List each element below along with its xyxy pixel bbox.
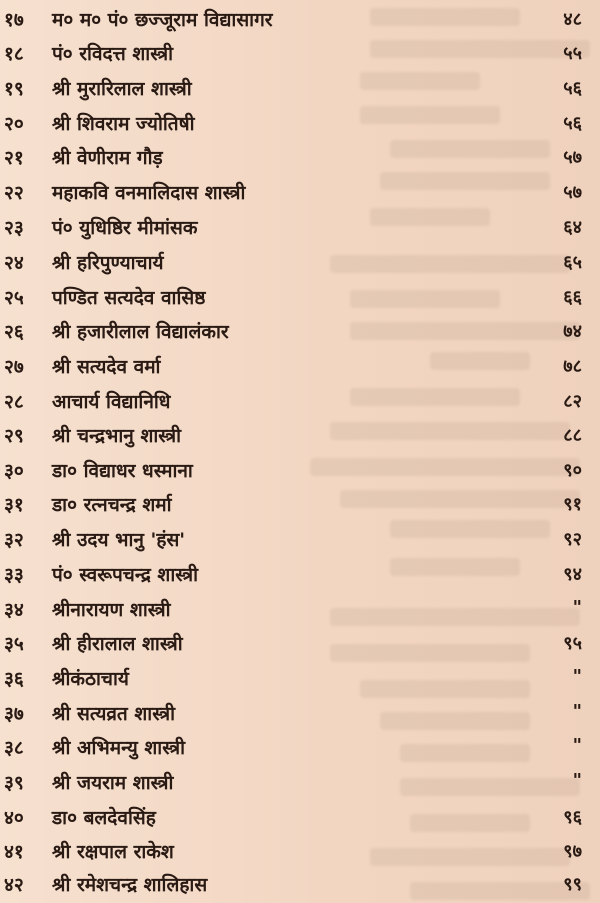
entry-name: श्री रक्षपाल राकेश <box>52 841 174 863</box>
toc-entry <box>0 522 600 556</box>
entry-page-number: ४८ <box>563 9 582 30</box>
toc-entry <box>0 106 600 140</box>
entry-name: आचार्य विद्यानिधि <box>52 391 171 413</box>
toc-entry <box>0 314 600 348</box>
entry-number: १७ <box>4 9 24 31</box>
entry-number: २४ <box>4 252 24 274</box>
entry-number: ३५ <box>4 633 24 655</box>
entry-page-number: ९६ <box>563 807 582 828</box>
entry-number: ४१ <box>4 841 24 863</box>
toc-entry <box>0 557 600 591</box>
toc-entry <box>0 36 600 70</box>
toc-entry <box>0 71 600 105</box>
entry-page-number: ९० <box>563 460 582 481</box>
entry-page-number: ५७ <box>563 147 582 168</box>
entry-number: ३० <box>4 460 24 482</box>
entry-number: २० <box>4 113 24 135</box>
entry-number: २९ <box>4 425 24 447</box>
entry-name: महाकवि वनमालिदास शास्त्री <box>52 182 246 204</box>
entry-page-number: " <box>572 770 582 791</box>
entry-name: श्री सत्यव्रत शास्त्री <box>52 703 176 725</box>
entry-page-number: ७८ <box>563 356 582 377</box>
entry-page-number: ९४ <box>563 564 582 585</box>
entry-name: श्री जयराम शास्त्री <box>52 772 174 794</box>
entry-number: ३६ <box>4 668 24 690</box>
toc-entry <box>0 661 600 695</box>
entry-number: १९ <box>4 78 24 100</box>
entry-page-number: ५५ <box>563 43 582 64</box>
entry-page-number: ९१ <box>563 494 582 515</box>
entry-page-number: ९५ <box>563 633 582 654</box>
entry-number: २१ <box>4 147 24 169</box>
entry-number: ४२ <box>4 874 24 896</box>
toc-entry <box>0 487 600 521</box>
toc-entry <box>0 453 600 487</box>
entry-name: पण्डित सत्यदेव वासिष्ठ <box>52 287 206 309</box>
toc-entry <box>0 280 600 314</box>
entry-name: श्री चन्द्रभानु शास्त्री <box>52 425 182 447</box>
entry-page-number: " <box>572 597 582 618</box>
entry-name: श्री सत्यदेव वर्मा <box>52 356 161 378</box>
entry-page-number: ५७ <box>563 182 582 203</box>
entry-number: ३२ <box>4 529 24 551</box>
toc-entry <box>0 140 600 174</box>
entry-page-number: ६५ <box>563 252 582 273</box>
toc-entry <box>0 349 600 383</box>
entry-page-number: ७४ <box>563 321 582 342</box>
entry-page-number: " <box>572 735 582 756</box>
entry-page-number: ५६ <box>563 113 582 134</box>
entry-number: ३९ <box>4 772 24 794</box>
toc-entry <box>0 834 600 868</box>
entry-name: श्रीनारायण शास्त्री <box>52 599 171 621</box>
entry-number: २५ <box>4 287 24 309</box>
toc-entry <box>0 800 600 834</box>
entry-name: श्री हजारीलाल विद्यालंकार <box>52 321 229 343</box>
entry-number: ३४ <box>4 599 24 621</box>
entry-number: २३ <box>4 217 24 239</box>
entry-name: श्री उदय भानु 'हंस' <box>52 529 186 551</box>
entry-name: श्री हरिपुण्याचार्य <box>52 252 164 274</box>
entry-number: २८ <box>4 391 24 413</box>
toc-entry <box>0 626 600 660</box>
entry-number: २६ <box>4 321 24 343</box>
entry-page-number: " <box>572 701 582 722</box>
toc-entry <box>0 592 600 626</box>
toc-entry <box>0 210 600 244</box>
entry-page-number: ९२ <box>563 529 582 550</box>
toc-entry <box>0 696 600 730</box>
entry-page-number: ५६ <box>563 78 582 99</box>
toc-entry <box>0 245 600 279</box>
entry-name: पं० रविदत्त शास्त्री <box>52 43 174 65</box>
entry-page-number: ८२ <box>563 391 582 412</box>
entry-page-number: ८८ <box>563 425 582 446</box>
toc-entry <box>0 2 600 36</box>
entry-name: पं० युधिष्ठिर मीमांसक <box>52 217 198 239</box>
entry-name: श्री शिवराम ज्योतिषी <box>52 113 195 135</box>
entry-number: २७ <box>4 356 24 378</box>
entry-name: श्रीकंठाचार्य <box>52 668 129 690</box>
entry-number: ४० <box>4 807 24 829</box>
entry-name: म० म० पं० छज्जूराम विद्यासागर <box>52 9 273 31</box>
entry-page-number: ६६ <box>563 287 582 308</box>
toc-entry <box>0 765 600 799</box>
entry-name: पं० स्वरूपचन्द्र शास्त्री <box>52 564 199 586</box>
entry-name: श्री अभिमन्यु शास्त्री <box>52 737 186 759</box>
entry-page-number: " <box>572 666 582 687</box>
entry-name: डा० रत्नचन्द्र शर्मा <box>52 494 172 516</box>
toc-entry <box>0 384 600 418</box>
entry-name: श्री रमेशचन्द्र शालिहास <box>52 874 208 896</box>
entry-number: ३८ <box>4 737 24 759</box>
entry-name: श्री मुरारिलाल शास्त्री <box>52 78 192 100</box>
toc-entry <box>0 418 600 452</box>
toc-entry <box>0 730 600 764</box>
entry-number: ३१ <box>4 494 24 516</box>
entry-number: २२ <box>4 182 24 204</box>
entry-name: श्री वेणीराम गौड़ <box>52 147 163 169</box>
entry-number: ३७ <box>4 703 24 725</box>
entry-name: डा० बलदेवसिंह <box>52 807 156 829</box>
entry-name: श्री हीरालाल शास्त्री <box>52 633 183 655</box>
entry-page-number: ६४ <box>563 217 582 238</box>
entry-page-number: ९९ <box>563 874 582 895</box>
toc-entry <box>0 867 600 901</box>
entry-name: डा० विद्याधर धस्माना <box>52 460 193 482</box>
entry-number: १८ <box>4 43 24 65</box>
toc-entry <box>0 175 600 209</box>
entry-page-number: ९७ <box>563 841 582 862</box>
entry-number: ३३ <box>4 564 24 586</box>
